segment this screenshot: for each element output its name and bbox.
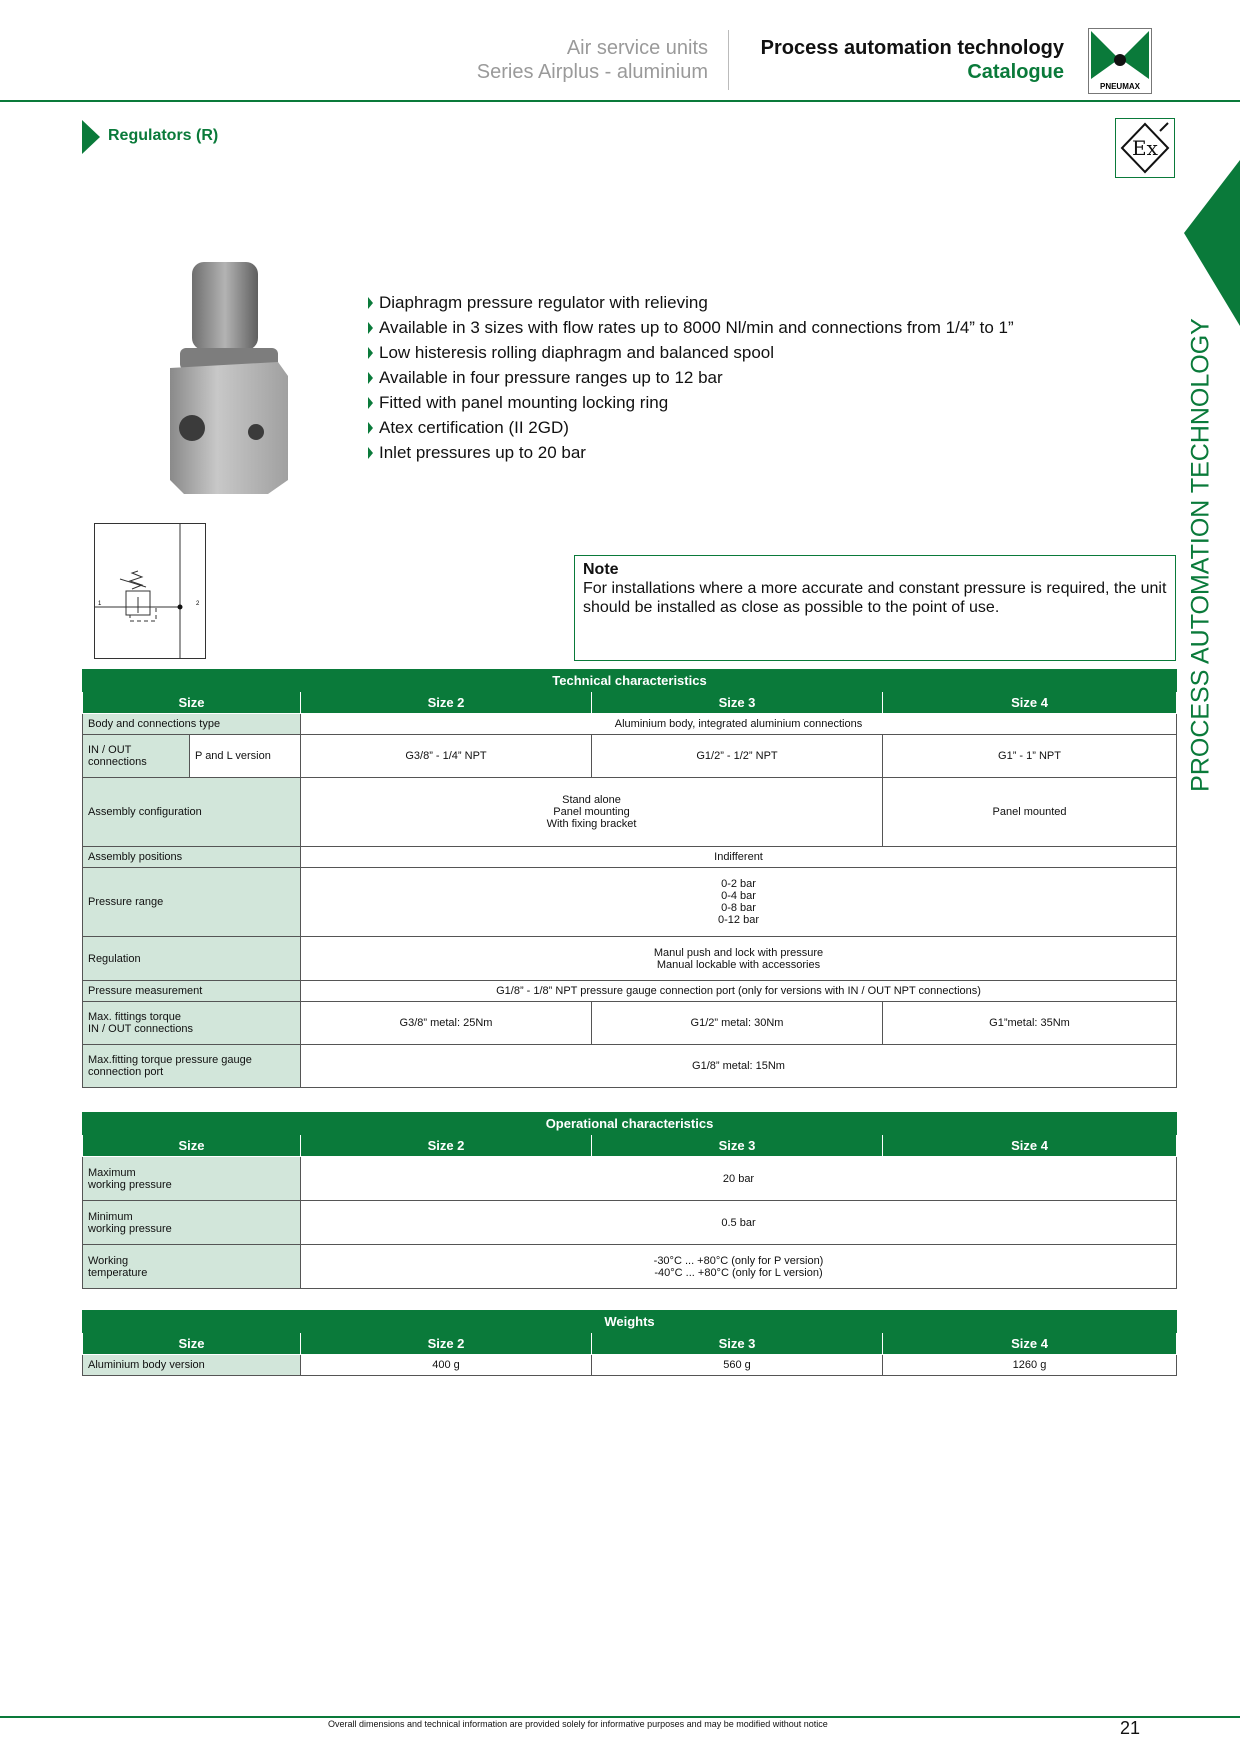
cell-value: 400 g — [301, 1355, 592, 1376]
table-row — [83, 1157, 1177, 1201]
row-label: Pressure range — [83, 868, 301, 937]
regulator-symbol — [94, 523, 206, 659]
header-rule — [0, 100, 1240, 102]
regulator-photo — [158, 258, 298, 498]
table-row — [83, 1245, 1177, 1289]
cell-value: Manul push and lock with pressure Manual lockable with accessories — [301, 937, 1177, 981]
svg-text:Ex: Ex — [1132, 136, 1158, 160]
cell-value: G3/8” metal: 25Nm — [301, 1002, 592, 1045]
logo-text: PNEUMAX — [1099, 82, 1141, 91]
column-header: Size 2 — [301, 1135, 592, 1157]
section-arrow-icon — [82, 120, 100, 154]
column-header: Size 3 — [592, 1333, 883, 1355]
row-label: Max.fitting torque pressure gauge connection port — [83, 1045, 301, 1088]
footer-rule — [0, 1716, 1240, 1718]
column-header: Size 3 — [592, 1135, 883, 1157]
feature-item: Available in four pressure ranges up to 12 bar — [368, 365, 1014, 390]
row-label: Assembly positions — [83, 847, 301, 868]
feature-item: Low histeresis rolling diaphragm and balanced spool — [368, 340, 1014, 365]
row-label: Max. fittings torque IN / OUT connections — [83, 1002, 301, 1045]
cell-value: 560 g — [592, 1355, 883, 1376]
header-separator — [728, 30, 729, 90]
feature-item: Available in 3 sizes with flow rates up to 8000 Nl/min and connections from 1/4” to 1” — [368, 315, 1014, 340]
cell-value: G1/8” metal: 15Nm — [301, 1045, 1177, 1088]
column-header: Size 4 — [883, 692, 1177, 714]
column-header: Size 4 — [883, 1333, 1177, 1355]
weights-table — [82, 1310, 1177, 1376]
series-line-1: Air service units — [566, 37, 708, 59]
cell-value: G1/8” - 1/8” NPT pressure gauge connection port (only for versions with IN / OUT NPT connections) — [301, 981, 1177, 1002]
row-sublabel: P and L version — [190, 735, 301, 778]
feature-item: Diaphragm pressure regulator with relieving — [368, 290, 1014, 315]
note-title: Note — [583, 561, 619, 578]
note-text: For installations where a more accurate and constant pressure is required, the unit should be installed as close as possible to the point of use. — [583, 580, 1167, 616]
column-header: Size — [83, 1333, 301, 1355]
row-label: Working temperature — [83, 1245, 301, 1289]
side-tab-label: PROCESS AUTOMATION TECHNOLOGY — [1186, 318, 1215, 792]
port-1-label: 1 — [98, 601, 102, 607]
cell-value: Indifferent — [301, 847, 1177, 868]
pneumax-logo — [1088, 28, 1152, 94]
cell-value: G1”metal: 35Nm — [883, 1002, 1177, 1045]
cell-value: G1” - 1” NPT — [883, 735, 1177, 778]
table-title: Operational characteristics — [83, 1113, 1177, 1135]
cell-value: Panel mounted — [883, 778, 1177, 847]
row-label: Pressure measurement — [83, 981, 301, 1002]
row-label: Assembly configuration — [83, 778, 301, 847]
series-line-2: Series Airplus - aluminium — [476, 61, 708, 83]
feature-item: Atex certification (II 2GD) — [368, 415, 1014, 440]
table-row — [83, 1045, 1177, 1088]
cell-value: 0-2 bar 0-4 bar 0-8 bar 0-12 bar — [301, 868, 1177, 937]
brand-line-1: Process automation technology — [760, 37, 1064, 59]
table-row — [83, 937, 1177, 981]
column-header: Size — [83, 1135, 301, 1157]
row-label: Body and connections type — [83, 714, 301, 735]
feature-list — [368, 290, 1014, 465]
cell-value: -30°C ... +80°C (only for P version) -40°C ... +80°C (only for L version) — [301, 1245, 1177, 1289]
cell-value: G1/2” - 1/2” NPT — [592, 735, 883, 778]
cell-value: 0.5 bar — [301, 1201, 1177, 1245]
operational-characteristics-table — [82, 1112, 1177, 1289]
feature-item: Inlet pressures up to 20 bar — [368, 440, 1014, 465]
cell-value: G1/2” metal: 30Nm — [592, 1002, 883, 1045]
footer-disclaimer: Overall dimensions and technical information are provided solely for informative purposes and may be modified without notice — [328, 1719, 828, 1729]
table-row — [83, 735, 1177, 778]
table-row — [83, 981, 1177, 1002]
row-label: Minimum working pressure — [83, 1201, 301, 1245]
section-title: Regulators (R) — [108, 127, 219, 144]
cell-value: G3/8” - 1/4” NPT — [301, 735, 592, 778]
table-row — [83, 1201, 1177, 1245]
column-header: Size 2 — [301, 692, 592, 714]
column-header: Size — [83, 692, 301, 714]
technical-characteristics-table — [82, 669, 1177, 1088]
row-label: Regulation — [83, 937, 301, 981]
cell-value: 1260 g — [883, 1355, 1177, 1376]
row-label: IN / OUT connections — [83, 735, 190, 778]
column-header: Size 3 — [592, 692, 883, 714]
table-row — [83, 714, 1177, 735]
brand-line-2: Catalogue — [967, 61, 1064, 83]
brand-title — [761, 36, 1064, 84]
cell-value: Aluminium body, integrated aluminium connections — [301, 714, 1177, 735]
table-row — [83, 1355, 1177, 1376]
cell-value: 20 bar — [301, 1157, 1177, 1201]
note-box — [574, 555, 1176, 661]
table-title: Weights — [83, 1311, 1177, 1333]
column-header: Size 4 — [883, 1135, 1177, 1157]
row-label: Maximum working pressure — [83, 1157, 301, 1201]
table-row — [83, 868, 1177, 937]
table-title: Technical characteristics — [83, 670, 1177, 692]
series-title — [477, 36, 708, 84]
table-row — [83, 847, 1177, 868]
column-header: Size 2 — [301, 1333, 592, 1355]
atex-ex-icon — [1115, 118, 1175, 178]
port-2-label: 2 — [196, 601, 200, 607]
cell-value: Stand alone Panel mounting With fixing bracket — [301, 778, 883, 847]
page-number: 21 — [1120, 1718, 1141, 1738]
row-label: Aluminium body version — [83, 1355, 301, 1376]
feature-item: Fitted with panel mounting locking ring — [368, 390, 1014, 415]
table-row — [83, 1002, 1177, 1045]
table-row — [83, 778, 1177, 847]
side-tab-shape — [1184, 160, 1240, 326]
